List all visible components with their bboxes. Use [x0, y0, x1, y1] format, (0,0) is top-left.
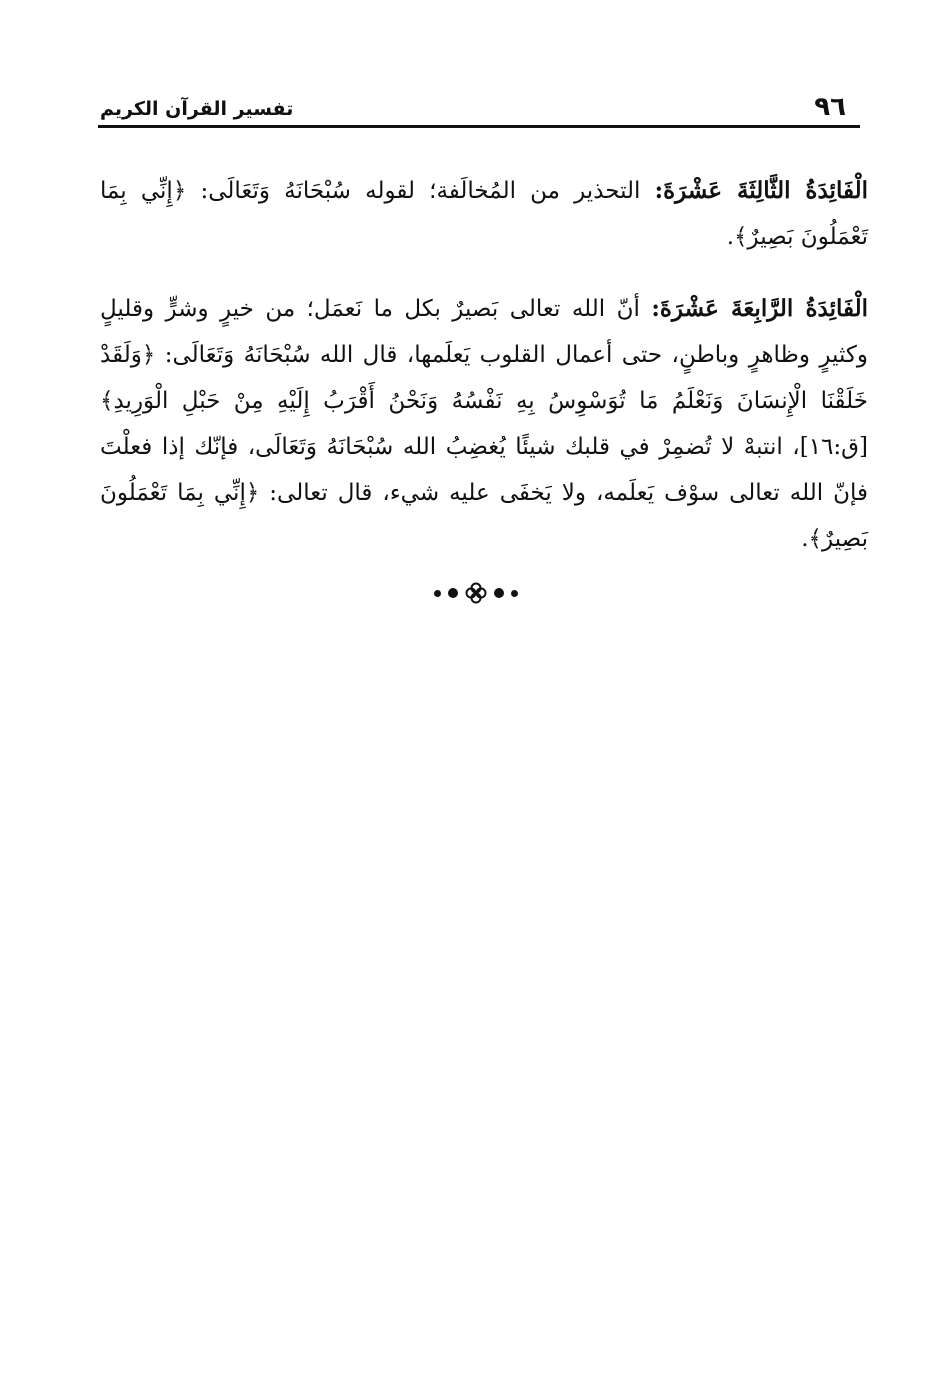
paragraph-benefit-13	[100, 168, 868, 260]
paragraph-text: التحذير من المُخالَفة؛ لقوله سُبْحَانَهُ وَتَعَالَى: ﴿إِنِّي بِمَا تَعْمَلُونَ بَصِيرٌ﴾.	[100, 178, 868, 250]
paragraph-text: أنّ الله تعالى بَصيرٌ بكل ما نَعمَل؛ من خيرٍ وشرٍّ وقليلٍ وكثيرٍ وظاهرٍ وباطنٍ، حتى أعمال القلوب يَعلَمها، قال الله سُبْحَانَهُ وَتَعَالَى: ﴿وَلَقَدْ خَلَقْنَا الْإِنسَانَ وَنَعْلَمُ مَا تُوَسْوِسُ بِهِ نَفْسُهُ وَنَحْنُ أَقْرَبُ إِلَيْهِ مِنْ حَبْلِ الْوَرِيدِ﴾ [ق:١٦]، انتبهْ لا تُضمِرْ في قلبك شيئًا يُغضِبُ الله سُبْحَانَهُ وَتَعَالَى، فإنّك إذا فعلْتَ فإنّ الله تعالى سوْف يَعلَمه، ولا يَخفَى عليه شيء، قال تعالى: ﴿إِنِّي بِمَا تَعْمَلُونَ بَصِيرٌ﴾.	[100, 296, 868, 552]
separator-dot	[448, 588, 458, 598]
separator-dot	[434, 590, 441, 597]
separator-dot	[511, 590, 518, 597]
page-body	[100, 168, 868, 588]
book-title: تفسير القرآن الكريم	[100, 98, 294, 120]
page-number: ٩٦	[814, 92, 846, 122]
knot-ornament-icon	[465, 582, 487, 604]
paragraph-heading: الْفَائِدَةُ الرَّابِعَةَ عَشْرَةَ:	[651, 295, 869, 322]
running-header	[98, 88, 860, 128]
paragraph-heading: الْفَائِدَةُ الثَّالِثَةَ عَشْرَةَ:	[654, 177, 868, 204]
separator-dot	[494, 588, 504, 598]
paragraph-benefit-14	[100, 286, 868, 562]
section-separator	[0, 578, 952, 608]
header-rule	[98, 125, 860, 128]
